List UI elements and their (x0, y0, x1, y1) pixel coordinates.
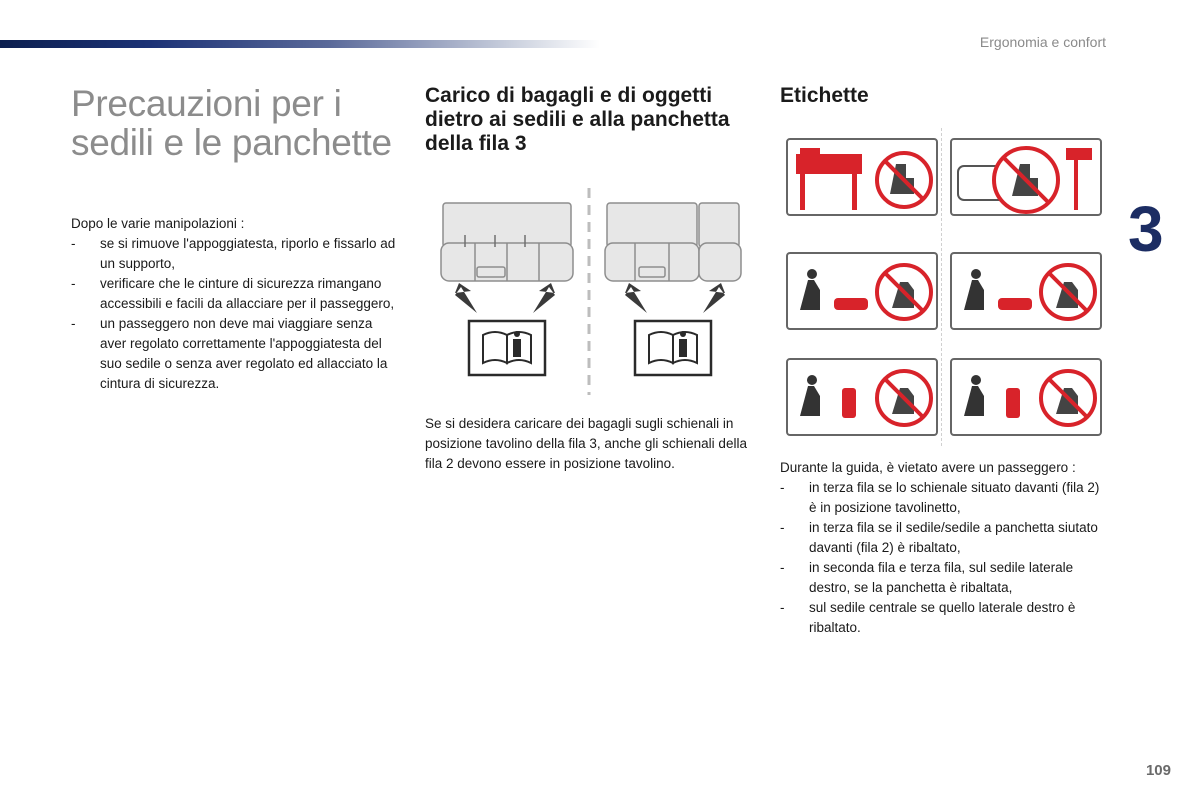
manual-book-icon (635, 321, 711, 375)
list-item: - se si rimuove l'appoggiatesta, riporlo e fissarlo ad un supporto, (71, 234, 396, 274)
labels-text (780, 458, 1110, 638)
warning-label-folded-seat-icon (950, 138, 1102, 216)
intro-list (71, 234, 396, 394)
labels-grid (780, 128, 1105, 446)
luggage-heading: Carico di bagagli e di oggetti dietro ai sedili e alla panchetta della fila 3 (425, 84, 730, 155)
intro-text (71, 214, 396, 394)
list-item: - in terza fila se lo schienale situato davanti (fila 2) è in posizione tavolinetto, (780, 478, 1110, 518)
page-number: 109 (1145, 762, 1171, 779)
list-item: - verificare che le cinture di sicurezza rimangano accessibili e facili da allacciare per il passeggero, (71, 274, 396, 314)
rear-bench-drawing (441, 203, 573, 281)
grid-divider (941, 128, 942, 446)
warning-label-seat-icon (950, 252, 1102, 330)
intro-lead: Dopo le varie manipolazioni : (71, 216, 245, 231)
labels-heading: Etichette (780, 84, 869, 107)
middle-row-drawing (605, 203, 741, 281)
warning-label-tipped-seat-icon (786, 358, 938, 436)
page-title: Precauzioni per i sedili e le panchette (71, 83, 392, 163)
chapter-number: 3 (1128, 193, 1164, 265)
luggage-text: Se si desidera caricare dei bagagli sugli schienali in posizione tavolino della fila 3, anche gli schienali della fila 2 devono essere in posizione tavolino. (425, 416, 747, 471)
warning-label-table-icon (786, 138, 938, 216)
labels-list (780, 478, 1110, 638)
section-label: Ergonomia e confort (979, 34, 1106, 50)
list-item: - in terza fila se il sedile/sedile a panchetta siutato davanti (fila 2) è ribaltato, (780, 518, 1110, 558)
list-item: - sul sedile centrale se quello laterale destro è ribaltato. (780, 598, 1110, 638)
list-item: - in seconda fila e terza fila, sul sedile laterale destro, se la panchetta è ribaltata, (780, 558, 1110, 598)
luggage-illustration (425, 183, 755, 401)
manual-book-icon (469, 321, 545, 375)
list-item: - un passeggero non deve mai viaggiare senza aver regolato correttamente l'appoggiatesta del suo sedile o senza aver regolato ed allacciato la cintura di sicurezza. (71, 314, 396, 394)
warning-label-seat-icon (786, 252, 938, 330)
labels-lead: Durante la guida, è vietato avere un passeggero : (780, 460, 1076, 475)
header-accent-bar (0, 40, 600, 48)
warning-label-tipped-seat-icon (950, 358, 1102, 436)
